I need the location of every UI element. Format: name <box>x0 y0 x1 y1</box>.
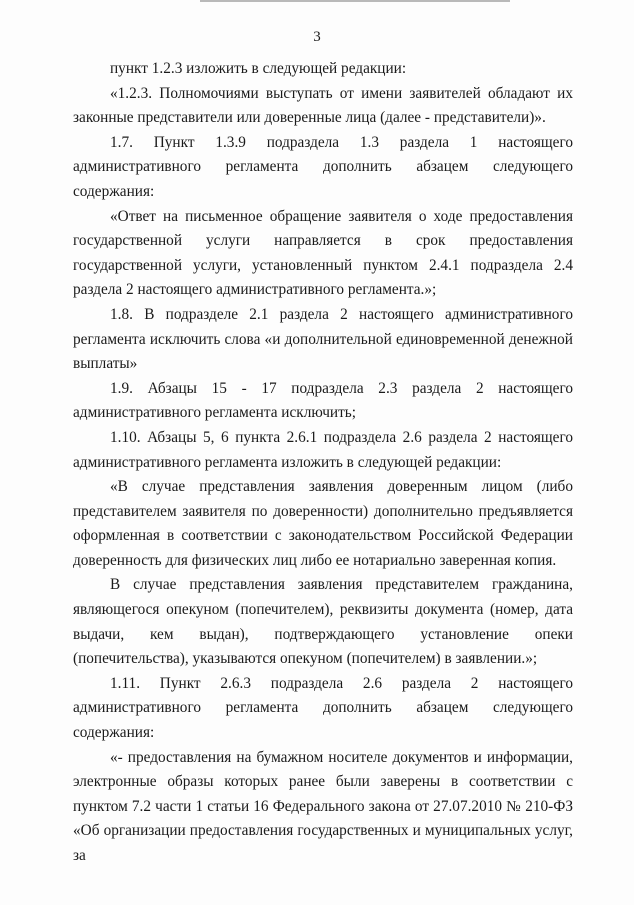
scan-top-edge <box>200 0 510 2</box>
paragraph-1-7-quote: «Ответ на письменное обращение заявителя о ходе предоставления государственной услуги направляется в срок предоставления государственной услуги, установленный пунктом 2.4.1 подраздела 2.4 раздела 2 настоящего административного регламента.»; <box>73 207 573 299</box>
paragraph-1-2-3-quote: «1.2.3. Полномочиями выступать от имени заявителей обладают их законные представители или доверенные лица (далее - представители)». <box>73 84 573 127</box>
paragraph-1-10-quote-a: «В случае представления заявления доверенным лицом (либо представителем заявителя по доверенности) дополнительно предъявляется оформленная в соответствии с законодательством Российской Федерации доверенность для физических лиц либо ее нотариально заверенная копия. <box>73 478 573 569</box>
paragraph-1-9: 1.9. Абзацы 15 - 17 подраздела 2.3 раздела 2 настоящего административного регламента исключить; <box>73 379 573 422</box>
paragraph-1-10: 1.10. Абзацы 5, 6 пункта 2.6.1 подраздела 2.6 раздела 2 настоящего административного регламента изложить в следующей редакции: <box>73 428 573 471</box>
paragraph-1-8: 1.8. В подразделе 2.1 раздела 2 настоящего административного регламента исключить слова «и дополнительной единовременной денежной выплаты» <box>73 305 573 373</box>
paragraph-intro: пункт 1.2.3 изложить в следующей редакции: <box>110 60 407 77</box>
document-body <box>73 57 573 869</box>
paragraph-1-7: 1.7. Пункт 1.3.9 подраздела 1.3 раздела 1 настоящего административного регламента дополнить абзацем следующего содержания: <box>73 133 573 200</box>
paragraph-1-11: 1.11. Пункт 2.6.3 подраздела 2.6 раздела 2 настоящего административного регламента дополнить абзацем следующего содержания: <box>73 674 573 742</box>
page-number: 3 <box>313 29 321 45</box>
paragraph-1-11-quote: «- предоставления на бумажном носителе документов и информации, электронные образы которых ранее были заверены в соответствии с пунктом 7.2 части 1 статьи 16 Федерального закона от 27.07.2010 № 210-ФЗ «Об организации предоставления государственных и муниципальных услуг, за <box>73 748 573 864</box>
paragraph-1-10-quote-b: В случае представления заявления представителем гражданина, являющегося опекуном (попечителем), реквизиты документа (номер, дата выдачи, кем выдан), подтверждающего установление опеки (попечительства), указываются опекуном (попечителем) в заявлении.»; <box>73 576 573 668</box>
